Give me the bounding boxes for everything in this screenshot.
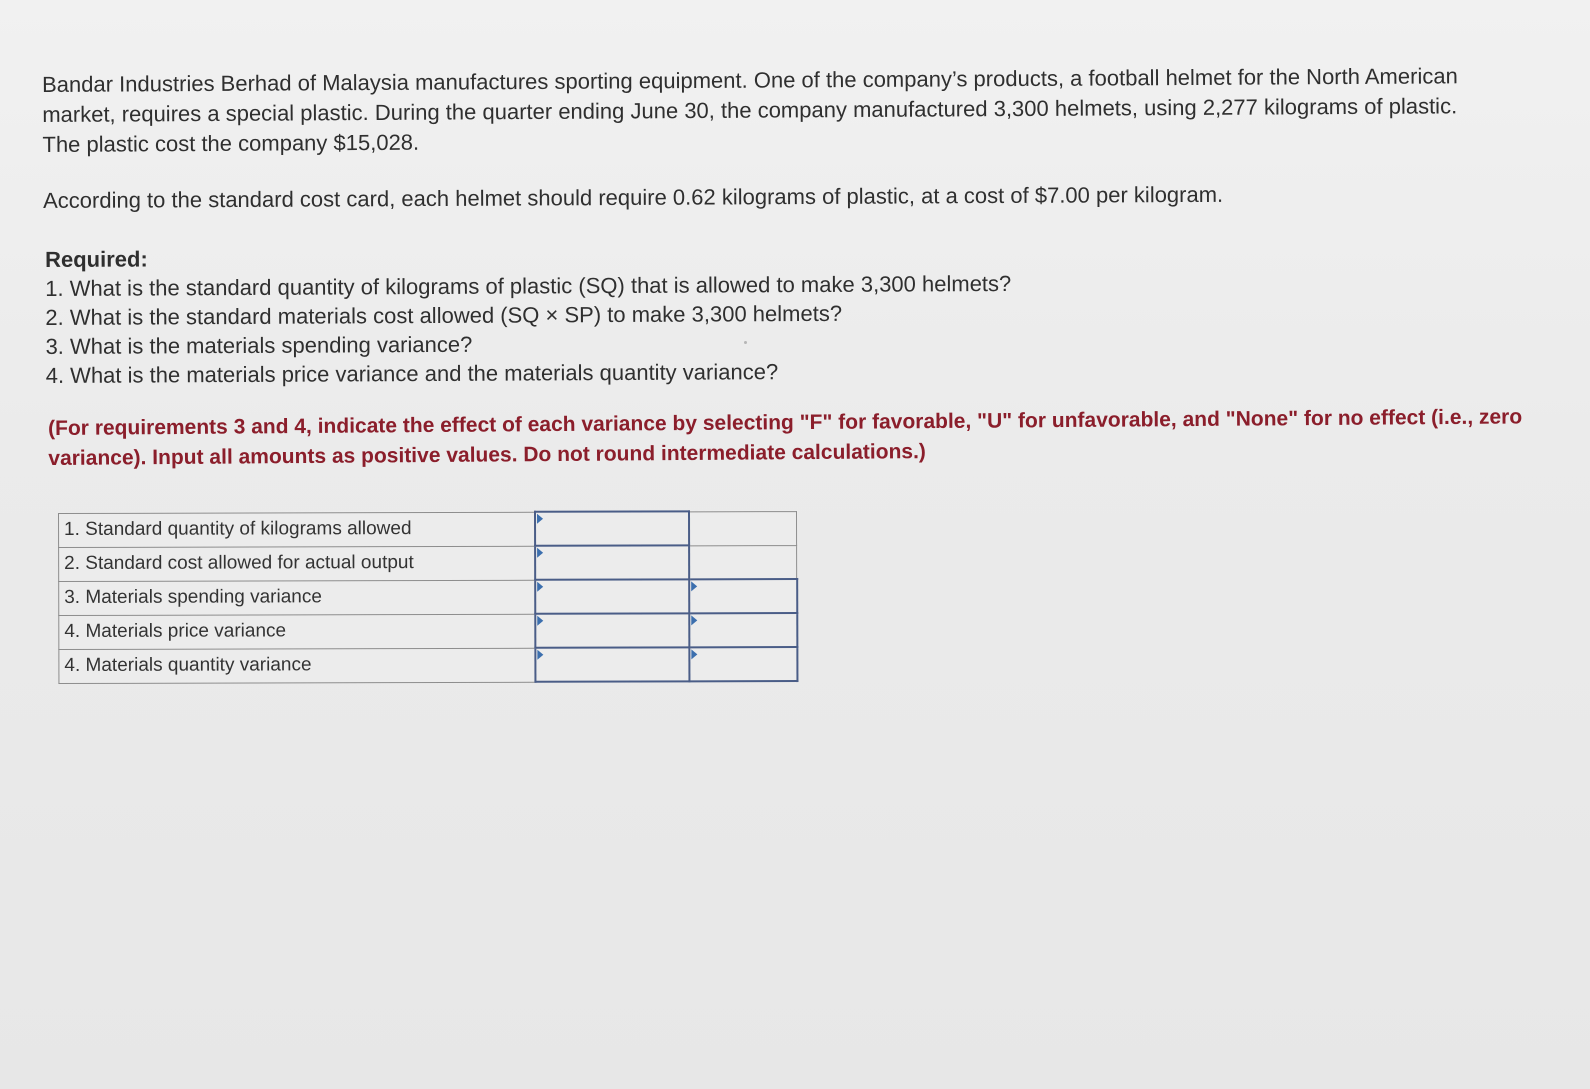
row-label: 4. Materials price variance [59,614,535,649]
table-row [59,511,797,547]
amount-input[interactable] [536,614,688,646]
table-row [59,647,797,683]
triangle-marker-icon [537,582,543,592]
effect-placeholder-cell [689,545,797,579]
triangle-marker-icon [691,649,697,659]
effect-input[interactable] [690,614,796,646]
requirement-item: 3. What is the materials spending variance? [45,331,473,359]
row-label: 4. Materials quantity variance [59,648,535,683]
row-label: 1. Standard quantity of kilograms allowed [59,512,535,547]
required-heading: Required: [45,246,148,272]
amount-input[interactable] [536,512,688,544]
amount-cell[interactable] [535,511,689,545]
table-row [59,613,797,649]
answer-instructions: (For requirements 3 and 4, indicate the effect of each variance by selecting "F" for favorable, "U" for unfavorable, and "None" for no effect (i.e., zero variance). Input all amounts as positive values. Do not round intermediate calculations.) [48,405,1523,470]
triangle-marker-icon [537,650,543,660]
standard-cost-info: According to the standard cost card, each helmet should require 0.62 kilograms of plastic, at a cost of $7.00 per kilogram. [43,181,1224,213]
table-row [59,545,797,581]
triangle-marker-icon [537,616,543,626]
row-label: 2. Standard cost allowed for actual output [59,546,535,581]
triangle-marker-icon [691,615,697,625]
row-label: 3. Materials spending variance [59,580,535,615]
amount-cell[interactable] [535,545,689,579]
problem-intro: Bandar Industries Berhad of Malaysia manufactures sporting equipment. One of the company’s products, a football helmet for the North American market, requires a special plastic. During the quarter ending June 30, the company manufactured 3,300 helmets, using 2,277 kilograms of plastic. The plastic cost the company $15,028. [42,63,1458,157]
effect-placeholder-cell [689,511,797,545]
effect-input[interactable] [690,580,796,612]
required-section [45,239,1246,390]
requirement-item: 1. What is the standard quantity of kilograms of plastic (SQ) that is allowed to make 3,300 helmets? [45,270,1012,301]
effect-cell[interactable] [689,647,797,681]
answer-table [58,510,798,684]
requirement-item: 4. What is the materials price variance and the materials quantity variance? [45,359,779,388]
small-mark [744,341,747,344]
requirement-list [45,268,1246,390]
amount-input[interactable] [536,648,688,680]
effect-input[interactable] [690,648,796,680]
effect-cell[interactable] [689,613,797,647]
amount-cell[interactable] [535,613,689,647]
triangle-marker-icon [537,514,543,524]
triangle-marker-icon [691,581,697,591]
amount-input[interactable] [536,580,688,612]
amount-cell[interactable] [535,647,689,681]
triangle-marker-icon [537,548,543,558]
effect-cell[interactable] [689,579,797,613]
requirement-item: 2. What is the standard materials cost allowed (SQ × SP) to make 3,300 helmets? [45,300,843,330]
amount-cell[interactable] [535,579,689,613]
amount-input[interactable] [536,546,688,578]
table-row [59,579,797,615]
